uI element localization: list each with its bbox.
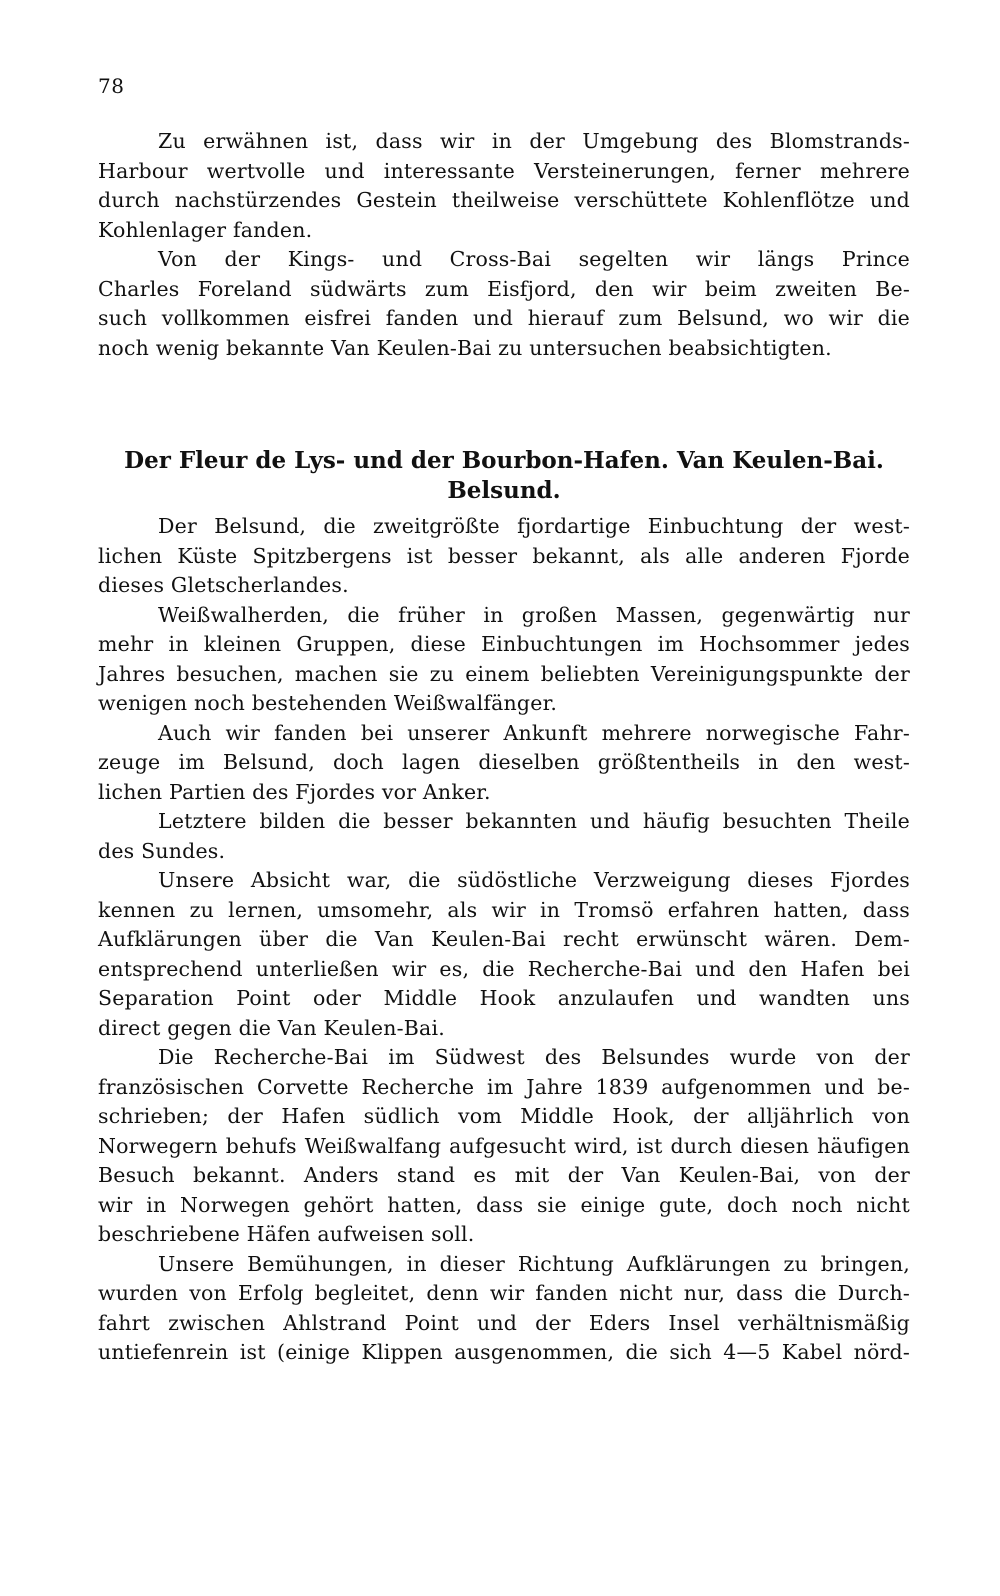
section-title-line: Der Fleur de Lys- und der Bourbon-Hafen. Van Keulen-Bai. <box>124 447 884 474</box>
text-line: Der Belsund, die zweitgrößte fjordartige Einbuchtung der west- <box>158 514 910 538</box>
text-line: Harbour wertvolle und interessante Versteinerungen, ferner mehrere <box>98 158 910 183</box>
text-line: des Sundes. <box>98 838 226 863</box>
text-line: untiefenrein ist (einige Klippen ausgenommen, die sich 4—5 Kabel nörd- <box>98 1340 910 1364</box>
text-line: Unsere Absicht war, die südöstliche Verzweigung dieses Fjordes <box>158 868 910 892</box>
paragraph <box>98 1250 910 1368</box>
paragraph <box>98 807 910 866</box>
text-line: wir in Norwegen gehört hatten, dass sie einige gute, doch noch nicht <box>98 1192 910 1217</box>
text-line: wenigen noch bestehenden Weißwalfänger. <box>98 691 558 715</box>
page-number: 78 <box>98 74 125 98</box>
paragraph <box>98 512 910 601</box>
text-line: Unsere Bemühungen, in dieser Richtung Aufklärungen zu bringen, <box>158 1251 910 1276</box>
text-line: lichen Partien des Fjordes vor Anker. <box>98 779 491 804</box>
text-line: mehr in kleinen Gruppen, diese Einbuchtungen im Hochsommer jedes <box>98 632 910 656</box>
text-line: Auch wir fanden bei unserer Ankunft mehrere norwegische Fahr- <box>158 720 910 745</box>
paragraph <box>98 1043 910 1250</box>
section-title-line: Belsund. <box>447 477 561 504</box>
section-title <box>98 446 910 506</box>
text-line: fahrt zwischen Ahlstrand Point und der Eders Insel verhältnismäßig <box>98 1310 910 1335</box>
text-line: französischen Corvette Recherche im Jahre 1839 aufgenommen und be- <box>98 1074 910 1099</box>
intro-text-block <box>98 127 910 363</box>
text-line: kennen zu lernen, umsomehr, als wir in Tromsö erfahren hatten, dass <box>98 897 910 922</box>
text-line: Charles Foreland südwärts zum Eisfjord, den wir beim zweiten Be- <box>98 276 910 301</box>
text-line: Norwegern behufs Weißwalfang aufgesucht wird, ist durch diesen häufigen <box>98 1133 910 1158</box>
text-line: entsprechend unterließen wir es, die Recherche-Bai und den Hafen bei <box>98 956 910 981</box>
paragraph <box>98 127 910 245</box>
text-line: Zu erwähnen ist, dass wir in der Umgebung des Blomstrands- <box>158 129 910 153</box>
paragraph <box>98 719 910 808</box>
text-line: Weißwalherden, die früher in großen Massen, gegenwärtig nur <box>158 602 910 627</box>
text-line: Besuch bekannt. Anders stand es mit der Van Keulen-Bai, von der <box>98 1163 910 1187</box>
text-line: direct gegen die Van Keulen-Bai. <box>98 1015 445 1040</box>
paragraph <box>98 866 910 1043</box>
paragraph <box>98 601 910 719</box>
text-line: durch nachstürzendes Gestein theilweise verschüttete Kohlenflötze und <box>98 188 910 212</box>
text-line: schrieben; der Hafen südlich vom Middle Hook, der alljährlich von <box>98 1104 910 1128</box>
text-line: Jahres besuchen, machen sie zu einem beliebten Vereinigungspunkte der <box>98 661 910 686</box>
text-line: such vollkommen eisfrei fanden und hierauf zum Belsund, wo wir die <box>98 306 910 330</box>
section-body <box>98 512 910 1368</box>
text-line: zeuge im Belsund, doch lagen dieselben größtentheils in den west- <box>98 750 910 774</box>
text-line: dieses Gletscherlandes. <box>98 573 349 597</box>
text-line: Die Recherche-Bai im Südwest des Belsundes wurde von der <box>158 1045 910 1069</box>
text-line: wurden von Erfolg begleitet, denn wir fanden nicht nur, dass die Durch- <box>98 1281 910 1305</box>
paragraph <box>98 245 910 363</box>
text-line: noch wenig bekannte Van Keulen-Bai zu untersuchen beabsichtigten. <box>98 335 832 360</box>
text-line: Von der Kings- und Cross-Bai segelten wir längs Prince <box>158 247 910 271</box>
text-line: Kohlenlager fanden. <box>98 217 313 242</box>
text-line: lichen Küste Spitzbergens ist besser bekannt, als alle anderen Fjorde <box>98 543 910 568</box>
text-line: beschriebene Häfen aufweisen soll. <box>98 1222 475 1246</box>
text-line: Aufklärungen über die Van Keulen-Bai recht erwünscht wären. Dem- <box>98 927 910 951</box>
text-line: Letztere bilden die besser bekannten und häufig besuchten Theile <box>158 809 910 833</box>
text-line: Separation Point oder Middle Hook anzulaufen und wandten uns <box>98 986 910 1010</box>
